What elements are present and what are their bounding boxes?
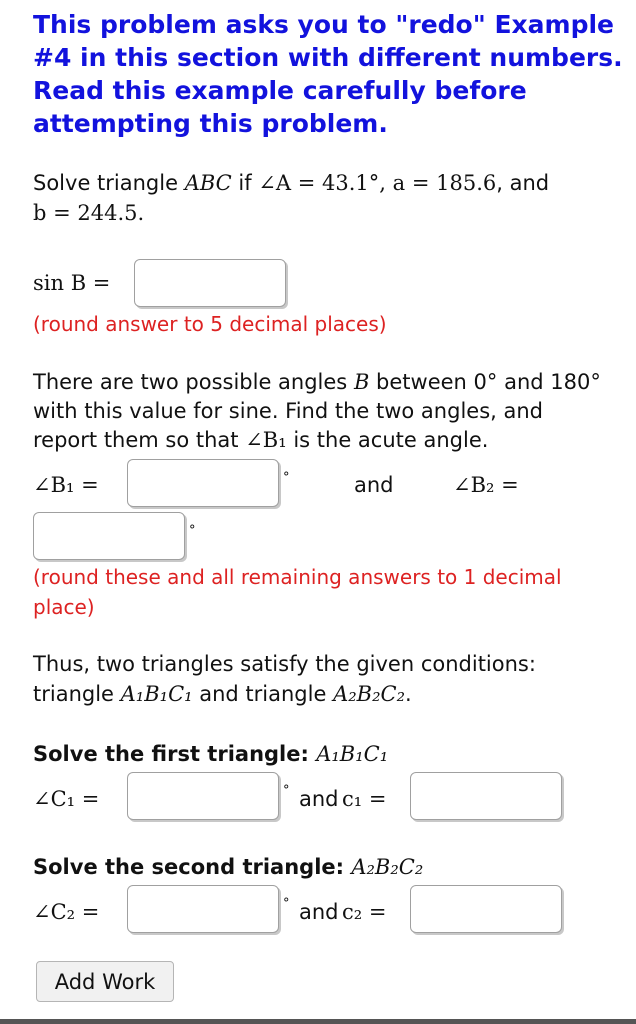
B2-degree-symbol: ° [189,523,196,538]
given-angle-a: ∠A = 43.1° [258,171,380,195]
B1-input[interactable] [127,459,279,507]
second-heading-math: A₂B₂C₂ [351,855,424,879]
second-heading-text: Solve the second triangle: [33,855,352,879]
first-and-text: and [299,787,339,811]
B2-input[interactable] [33,512,185,560]
C1-input[interactable] [127,772,279,820]
second-and-text: and [299,900,339,924]
angles-text-line3-c: is the acute angle. [286,428,489,452]
sinB-rounding-hint: (round answer to 5 decimal places) [33,312,387,336]
angles-text-B: B [353,370,370,394]
rounding-hint-line2: place) [33,595,95,619]
first-triangle-heading [33,740,388,769]
angles-text-line3-b: ∠B₁ [245,428,287,452]
problem-and: , and [496,171,550,195]
angles-text-line1 [33,368,601,397]
C2-degree-symbol: ° [283,896,290,911]
angles-text-a: There are two possible angles [33,370,354,394]
intro-instructions: This problem asks you to "redo" Example #4 in this section with different numbers. Read this example carefully before attempting this problem. [33,10,623,138]
given-side-a: a = 185.6 [392,171,497,195]
c2-input[interactable] [410,885,562,933]
triangle-name: ABC [184,171,232,195]
thus-line2-c: and triangle [192,682,334,706]
angles-text-c: between 0° and 180° [369,370,601,394]
given-side-b: b = 244.5. [33,201,145,225]
C2-label: ∠C₂ = [33,900,100,924]
c2-label: c₂ = [342,900,387,924]
triangle-2-name: A₂B₂C₂ [333,682,405,706]
problem-if: if [231,171,259,195]
C2-input[interactable] [127,885,279,933]
thus-line1: Thus, two triangles satisfy the given conditions: [33,652,536,676]
c1-input[interactable] [410,772,562,820]
c1-label: c₁ = [342,787,387,811]
thus-line2 [33,680,412,709]
angles-text-line3-a: report them so that [33,428,246,452]
thus-line2-e: . [404,682,412,706]
triangle-1-name: A₁B₁C₁ [120,682,193,706]
B1-label: ∠B₁ = [33,473,99,497]
angles-text-line2: with this value for sine. Find the two angles, and [33,399,543,423]
angles-text-line3 [33,426,488,455]
C1-degree-symbol: ° [283,783,290,798]
bottom-divider [0,1019,636,1024]
sinB-input[interactable] [134,259,286,307]
B-and-text: and [354,473,394,497]
sinB-label: sin B = [33,271,111,295]
problem-prefix: Solve triangle [33,171,185,195]
B2-label: ∠B₂ = [453,473,519,497]
first-heading-math: A₁B₁C₁ [316,742,389,766]
rounding-hint-line1: (round these and all remaining answers to 1 decimal [33,565,562,589]
first-heading-text: Solve the first triangle: [33,742,317,766]
B1-degree-symbol: ° [283,470,290,485]
thus-line2-a: triangle [33,682,121,706]
second-triangle-heading [33,853,423,882]
add-work-button[interactable]: Add Work [36,961,174,1002]
problem-statement-line1: Solve triangle ABC if ∠A = 43.1°, a = 185.6, and [33,171,550,195]
C1-label: ∠C₁ = [33,787,100,811]
